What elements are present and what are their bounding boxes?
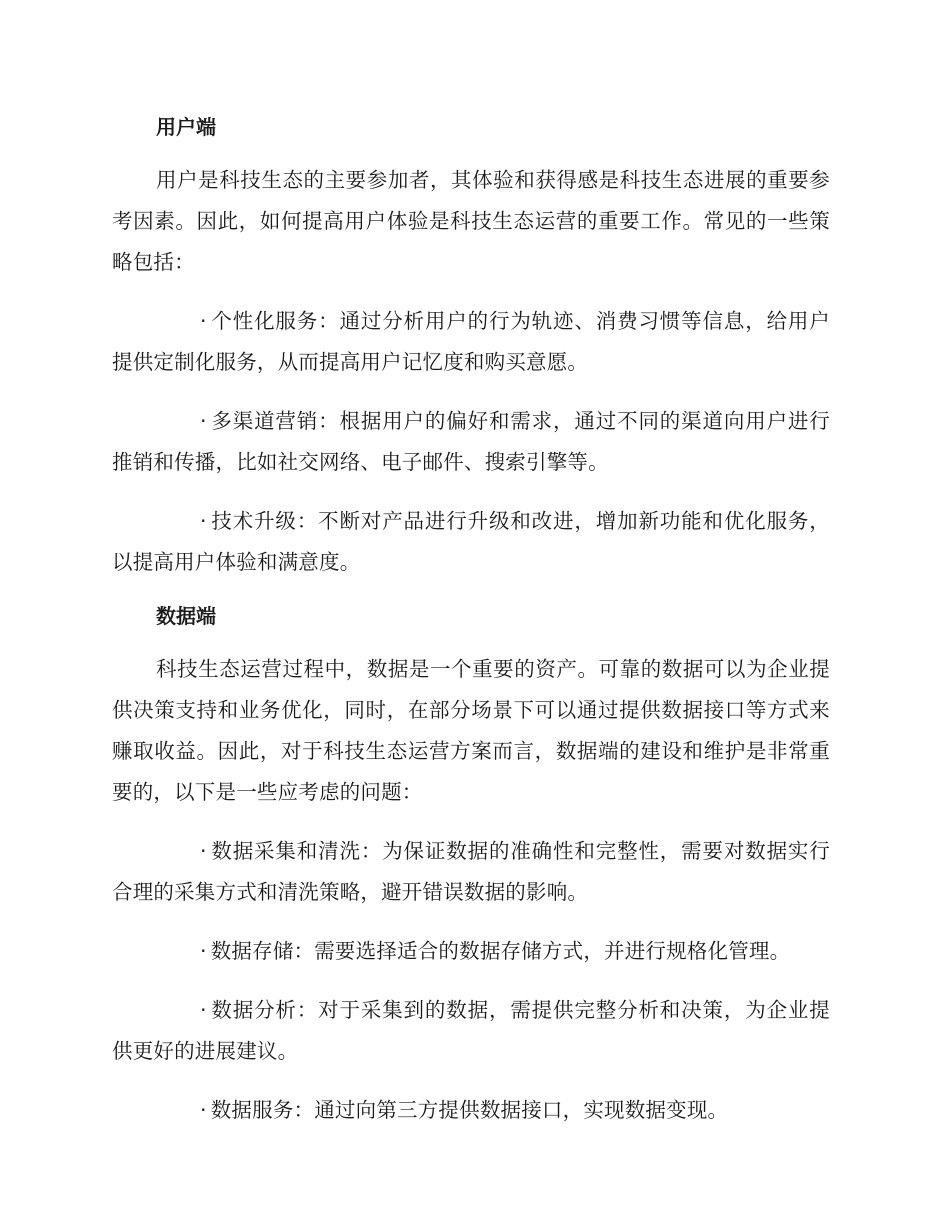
section-heading-data: 数据端 xyxy=(156,604,216,628)
bullet-item xyxy=(112,990,830,1072)
bullet-text: 数据采集和清洗：为保证数据的准确性和完整性，需要对数据实行合理的采集方式和清洗策略，避开错误数据的影响。 xyxy=(112,839,830,904)
section-intro-user: 用户是科技生态的主要参加者，其体验和获得感是科技生态进展的重要参考因素。因此，如何提高用户体验是科技生态运营的重要工作。常见的一些策略包括： xyxy=(112,168,830,274)
bullet-text: 多渠道营销：根据用户的偏好和需求，通过不同的渠道向用户进行推销和传播，比如社交网络、电子邮件、搜索引擎等。 xyxy=(112,409,830,474)
bullet-text: 数据服务：通过向第三方提供数据接口，实现数据变现。 xyxy=(210,1098,729,1122)
bullet-text: 个性化服务：通过分析用户的行为轨迹、消费习惯等信息，给用户提供定制化服务，从而提高用户记忆度和购买意愿。 xyxy=(112,309,830,374)
document-page xyxy=(112,112,830,1149)
bullet-dot: · xyxy=(200,1098,207,1122)
bullet-item xyxy=(112,501,830,583)
bullet-dot: · xyxy=(200,309,207,333)
bullet-item xyxy=(112,301,830,383)
bullet-dot: · xyxy=(200,839,207,863)
section-intro-data: 科技生态运营过程中，数据是一个重要的资产。可靠的数据可以为企业提供决策支持和业务优化，同时，在部分场景下可以通过提供数据接口等方式来赚取收益。因此，对于科技生态运营方案而言，数据端的建设和维护是非常重要的，以下是一些应考虑的问题： xyxy=(112,657,830,804)
bullet-item xyxy=(112,931,830,972)
bullet-item xyxy=(112,401,830,483)
section-heading-user: 用户端 xyxy=(156,115,216,139)
bullet-text: 数据分析：对于采集到的数据，需提供完整分析和决策，为企业提供更好的进展建议。 xyxy=(112,998,830,1063)
bullet-item xyxy=(112,831,830,913)
bullet-dot: · xyxy=(200,509,207,533)
bullet-text: 技术升级：不断对产品进行升级和改进，增加新功能和优化服务，以提高用户体验和满意度。 xyxy=(112,509,830,574)
bullet-dot: · xyxy=(200,998,207,1022)
bullet-text: 数据存储：需要选择适合的数据存储方式，并进行规格化管理。 xyxy=(210,939,791,963)
bullet-dot: · xyxy=(200,939,207,963)
bullet-item xyxy=(112,1090,830,1131)
bullet-dot: · xyxy=(200,409,207,433)
